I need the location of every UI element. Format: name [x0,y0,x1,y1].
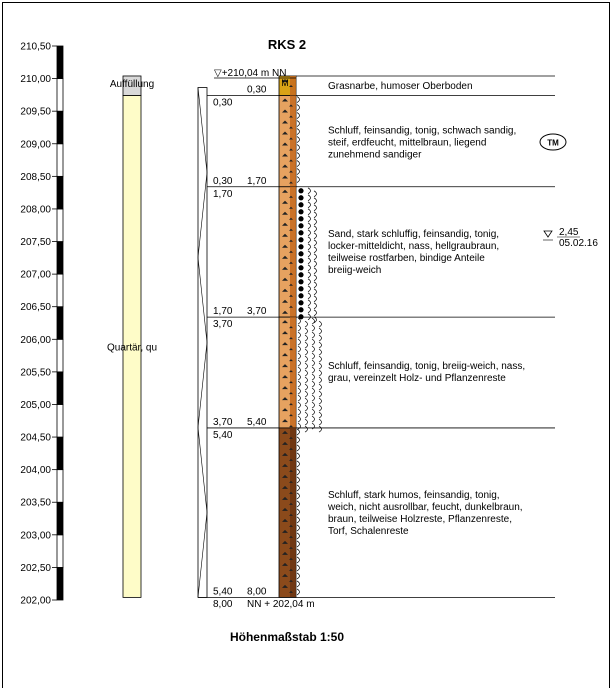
sand-dot [298,223,303,228]
silt-arc [312,360,315,366]
silt-arc [297,177,300,183]
silt-arc [297,589,300,595]
silt-arc [305,405,308,411]
silt-arc [312,388,315,394]
silt-arc [314,282,317,288]
strat-unit-label: Auffüllung [109,78,155,90]
fill-symbol-label: M [281,77,289,88]
layer-description-line: steif, erdfeucht, mittelbraun, liegend [328,137,487,149]
soil-layer-stripe [290,317,296,428]
sand-dot [298,272,303,277]
layer-descriptions [198,76,555,597]
silt-arc [308,265,311,271]
axis-segment [57,470,63,503]
soil-symbol-column [297,97,322,595]
silt-arc [308,286,311,292]
silt-arc [314,191,317,197]
silt-arc [297,113,300,119]
silt-arc [305,426,308,432]
axis-tick-label: 207,00 [20,269,51,281]
silt-arc [308,279,311,285]
silt-arc [298,402,301,408]
next-layer-top-depth: 1,70 [213,188,233,200]
sand-dot [298,307,303,312]
silt-arc [319,419,322,425]
axis-tick-label: 204,50 [20,432,51,444]
silt-arc [308,223,311,229]
silt-arc [319,335,322,341]
silt-arc [319,405,322,411]
silt-arc [319,328,322,334]
sand-dot [298,265,303,270]
silt-arc [305,349,308,355]
silt-arc [297,565,300,571]
sand-dot [298,216,303,221]
silt-arc [312,395,315,401]
bottom-depth-label: 8,00 [213,599,233,610]
silt-arc [308,258,311,264]
layer-top-depth: 3,70 [213,416,233,428]
silt-arc [314,275,317,281]
groundwater-depth: 2,45 [559,227,579,238]
silt-arc [297,129,300,135]
silt-arc [297,169,300,175]
axis-segment [57,176,63,209]
silt-arc [319,398,322,404]
axis-tick-label: 202,00 [20,595,51,607]
silt-arc [298,374,301,380]
silt-arc [314,212,317,218]
silt-arc [319,342,322,348]
layer-description-line: Torf, Schalenreste [328,525,409,537]
axis-tick-label: 210,00 [20,74,51,86]
silt-arc [312,402,315,408]
silt-arc [297,549,300,555]
silt-arc [319,391,322,397]
silt-arc [298,353,301,359]
scale-caption: Höhenmaßstab 1:50 [229,630,345,644]
axis-segment [57,274,63,307]
silt-arc [305,377,308,383]
silt-arc [308,293,311,299]
axis-tick-label: 202,50 [20,562,51,574]
silt-arc [297,453,300,459]
silt-arc [298,388,301,394]
silt-arc [308,202,311,208]
silt-arc [312,318,315,324]
silt-arc [297,137,300,143]
tm-badge [540,134,566,150]
silt-arc [298,339,301,345]
silt-arc [305,335,308,341]
axis-tick-label: 208,50 [20,171,51,183]
silt-arc [314,289,317,295]
axis-tick-label: 209,00 [20,139,51,151]
axis-segment [57,535,63,568]
axis-segment [57,339,63,372]
axis-tick-label: 210,50 [20,41,51,53]
silt-arc [305,328,308,334]
silt-arc [314,219,317,225]
silt-arc [308,188,311,194]
silt-arc [298,325,301,331]
silt-arc [314,303,317,309]
axis-tick-label: 205,00 [20,399,51,411]
silt-arc [314,254,317,260]
silt-arc [319,321,322,327]
sand-dot [298,279,303,284]
layer-top-depth: 1,70 [213,306,233,318]
silt-arc [308,244,311,250]
silt-arc [314,296,317,302]
silt-arc [297,461,300,467]
silt-arc [297,153,300,159]
silt-arc [308,195,311,201]
silt-arc [319,412,322,418]
layer-description-line: grau, vereinzelt Holz- und Pflanzenreste [328,373,506,385]
axis-segment [57,372,63,405]
silt-arc [297,477,300,483]
silt-arc [305,356,308,362]
silt-arc [305,419,308,425]
sand-dot [298,244,303,249]
silt-arc [298,395,301,401]
layer-description-line: locker-mitteldicht, nass, hellgraubraun, [328,240,500,252]
silt-arc [312,325,315,331]
silt-arc [297,581,300,587]
axis-segment [57,144,63,177]
silt-arc [308,251,311,257]
axis-segment [57,79,63,112]
depth-labels [207,85,279,598]
sand-dot [298,286,303,291]
sand-dot [298,300,303,305]
silt-arc [297,429,300,435]
silt-arc [305,412,308,418]
silt-arc [319,370,322,376]
silt-arc [314,310,317,316]
layer-description-line: Grasnarbe, humoser Oberboden [328,80,473,92]
elevation-axis [20,42,63,607]
silt-arc [297,469,300,475]
silt-arc [314,226,317,232]
sand-dot [298,230,303,235]
silt-arc [298,346,301,352]
layer-top-depth: 0,30 [213,175,233,187]
axis-segment [57,209,63,242]
silt-arc [312,381,315,387]
layer-description-line: Sand, stark schluffig, feinsandig, tonig, [328,228,500,240]
silt-arc [297,161,300,167]
silt-arc [297,121,300,127]
silt-arc [319,384,322,390]
silt-arc [298,416,301,422]
groundwater-date: 05.02.16 [559,238,598,249]
probe-depth-column [198,88,207,598]
silt-arc [297,437,300,443]
silt-arc [308,230,311,236]
silt-arc [312,409,315,415]
silt-arc [297,445,300,451]
next-layer-top-depth: 3,70 [213,319,233,331]
silt-arc [308,300,311,306]
silt-arc [314,268,317,274]
silt-arc [312,353,315,359]
next-layer-top-depth: 0,30 [213,97,233,109]
silt-arc [312,332,315,338]
silt-arc [298,367,301,373]
axis-segment [57,111,63,144]
silt-arc [305,342,308,348]
axis-tick-label: 209,50 [20,106,51,118]
silt-arc [297,105,300,111]
silt-arc [312,416,315,422]
silt-arc [297,541,300,547]
silt-arc [298,332,301,338]
silt-arc [312,339,315,345]
sand-dot [298,202,303,207]
stratigraphy-column [107,76,157,597]
silt-arc [298,409,301,415]
silt-arc [298,360,301,366]
silt-arc [305,391,308,397]
silt-arc [312,374,315,380]
silt-arc [305,370,308,376]
axis-tick-label: 204,00 [20,465,51,477]
axis-segment [57,242,63,275]
layer-description-line: weich, nicht ausrollbar, feucht, dunkelbraun, [328,501,523,513]
silt-arc [308,237,311,243]
silt-arc [314,240,317,246]
axis-tick-label: 203,00 [20,530,51,542]
axis-tick-label: 206,00 [20,334,51,346]
layer-bottom-depth: 8,00 [247,586,267,598]
sand-dot [298,209,303,214]
silt-arc [305,321,308,327]
layer-description-line: Schluff, stark humos, feinsandig, tonig, [328,489,500,501]
silt-arc [298,381,301,387]
silt-arc [314,247,317,253]
axis-tick-label: 205,50 [20,367,51,379]
bottom-elevation-label: NN + 202,04 m [247,599,315,610]
silt-arc [308,272,311,278]
axis-tick-label: 208,00 [20,204,51,216]
axis-tick-label: 206,50 [20,302,51,314]
silt-arc [314,198,317,204]
profile-title: RKS 2 [267,37,307,52]
silt-arc [319,356,322,362]
silt-arc [314,205,317,211]
layer-description-line: zunehmend sandiger [328,149,422,161]
axis-tick-label: 203,50 [20,497,51,509]
tm-badge-label: TM [547,138,559,148]
silt-arc [305,384,308,390]
layer-description-line: breiig-weich [328,264,382,276]
soil-layer-stripe [290,96,296,187]
silt-arc [305,363,308,369]
axis-segment [57,502,63,535]
silt-arc [312,367,315,373]
strat-unit-label: Quartär, qu [106,342,158,354]
layer-description-line: braun, teilweise Holzreste, Pflanzenreste, [328,513,512,525]
layer-bottom-depth: 1,70 [247,175,267,187]
silt-arc [314,233,317,239]
axis-segment [57,46,63,79]
sand-dot [298,293,303,298]
silt-arc [297,517,300,523]
sand-dot [298,258,303,263]
axis-segment [57,404,63,437]
axis-segment [57,307,63,340]
next-layer-top-depth: 5,40 [213,429,233,441]
layer-description-line: teilweise rostfarben, bindige Anteile [328,252,485,264]
silt-arc [305,398,308,404]
silt-arc [319,426,322,432]
soil-layer-column [279,76,296,597]
groundwater-triangle-icon [544,231,552,237]
axis-segment [57,437,63,470]
silt-arc [297,501,300,507]
silt-arc [297,145,300,151]
layer-bottom-depth: 3,70 [247,306,267,318]
silt-arc [319,363,322,369]
silt-arc [297,97,300,103]
silt-arc [319,349,322,355]
layer-bottom-depth: 5,40 [247,416,267,428]
axis-segment [57,567,63,600]
probe-zigzag [198,88,207,598]
silt-arc [314,261,317,267]
silt-arc [297,573,300,579]
sand-dot [298,237,303,242]
silt-arc [297,557,300,563]
silt-arc [319,377,322,383]
layer-description-line: Schluff, feinsandig, tonig, breiig-weich, nass, [328,361,526,373]
silt-arc [297,493,300,499]
layer-bottom-depth: 0,30 [247,84,267,96]
groundwater-marker [543,227,598,249]
axis-tick-label: 207,50 [20,237,51,249]
sand-dot [298,195,303,200]
layer-description-line: Schluff, feinsandig, tonig, schwach sandig, [328,125,517,137]
sand-dot [298,188,303,193]
silt-arc [308,216,311,222]
silt-arc [308,209,311,215]
sand-dot [298,251,303,256]
soil-layer-stripe [290,428,296,597]
silt-arc [297,485,300,491]
silt-arc [308,307,311,313]
top-elevation-label: ▽+210,04 m NN [214,68,287,79]
layer-top-depth: 5,40 [213,586,233,598]
silt-arc [297,533,300,539]
silt-arc [297,525,300,531]
silt-arc [312,346,315,352]
probe-frame [198,88,207,598]
silt-arc [297,509,300,515]
